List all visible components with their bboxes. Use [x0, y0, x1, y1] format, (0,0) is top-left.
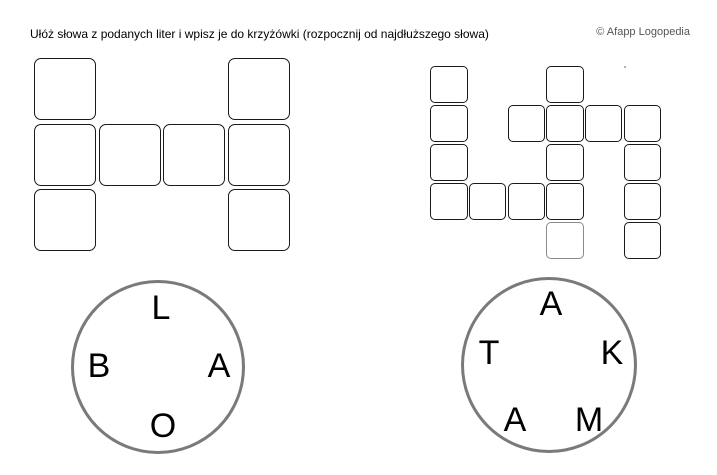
crossword-cell[interactable]	[624, 105, 661, 142]
wheel-letter: T	[478, 334, 500, 372]
wheel-letter: A	[207, 347, 231, 385]
wheel-letter: O	[149, 407, 177, 445]
crossword-cell[interactable]	[546, 183, 584, 220]
wheel-letter: B	[87, 347, 111, 385]
crossword-cell[interactable]	[430, 66, 468, 103]
crossword-cell[interactable]	[508, 105, 545, 142]
wheel-letter: A	[503, 401, 527, 439]
instruction-text: Ułóż słowa z podanych liter i wpisz je do krzyżówki (rozpocznij od najdłuższego słowa)	[30, 27, 489, 41]
wheel-letter: A	[539, 285, 563, 323]
crossword-cell[interactable]	[430, 183, 468, 220]
stray-dot	[624, 66, 626, 68]
copyright-text: © Afapp Logopedia	[596, 26, 690, 38]
crossword-cell[interactable]	[546, 144, 584, 181]
crossword-cell[interactable]	[430, 144, 468, 181]
crossword-cell[interactable]	[624, 222, 661, 259]
crossword-cell[interactable]	[508, 183, 545, 220]
crossword-cell[interactable]	[546, 66, 584, 103]
crossword-cell[interactable]	[546, 222, 584, 259]
crossword-cell[interactable]	[546, 105, 584, 142]
wheel-letter: L	[151, 289, 171, 327]
wheel-letter: K	[600, 334, 624, 372]
crossword-cell[interactable]	[469, 183, 506, 220]
crossword-cell[interactable]	[624, 144, 661, 181]
crossword-cell[interactable]	[585, 105, 622, 142]
crossword-cell[interactable]	[430, 105, 468, 142]
crossword-cell[interactable]	[624, 183, 661, 220]
wheel-letter: M	[574, 401, 604, 439]
